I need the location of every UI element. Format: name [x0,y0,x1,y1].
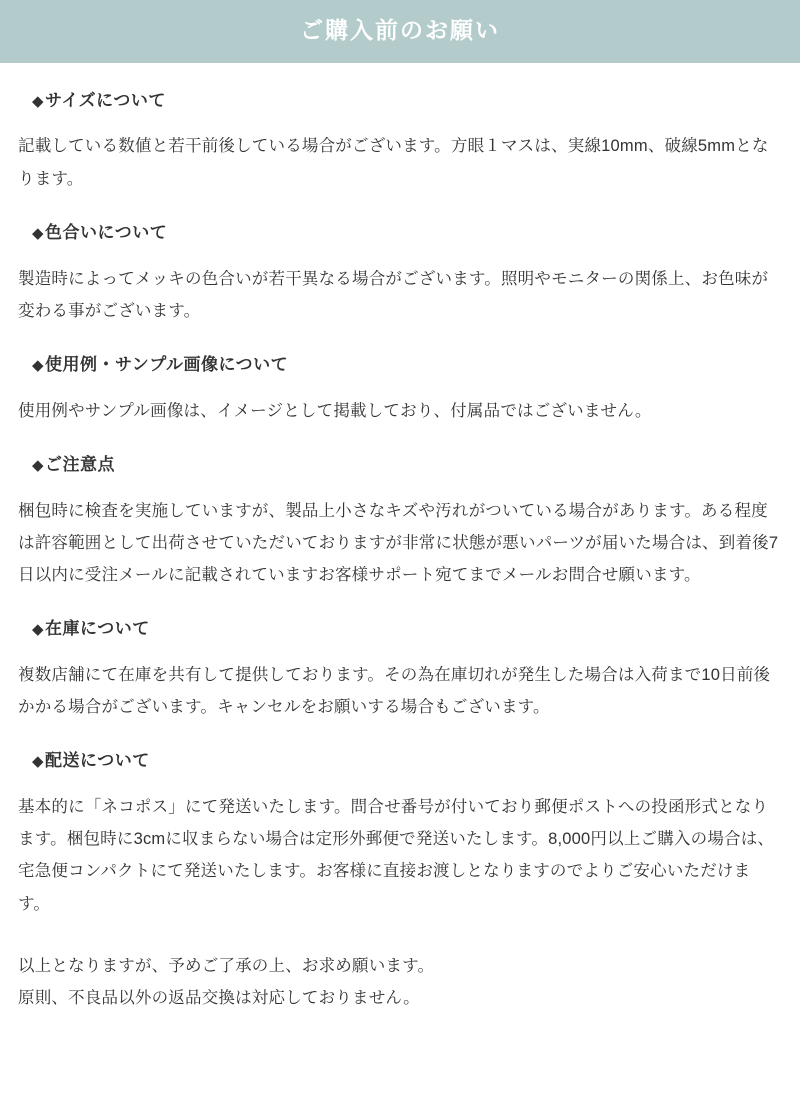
diamond-icon: ◆ [32,356,45,374]
diamond-icon: ◆ [32,456,45,474]
section-size [18,63,782,195]
diamond-icon: ◆ [32,92,45,110]
footer-note-line-2: 原則、不良品以外の返品交換は対応しておりません。 [18,988,420,1007]
section-heading [18,591,782,641]
section-body: 複数店舗にて在庫を共有して提供しております。その為在庫切れが発生した場合は入荷まで10日前後かかる場合がございます。キャンセルをお願いする場合もございます。 [18,665,771,717]
section-heading-label: 使用例・サンプル画像について [45,354,289,374]
notice-content [0,63,800,1031]
section-body: 使用例やサンプル画像は、イメージとして掲載しており、付属品ではございません。 [18,401,652,420]
diamond-icon: ◆ [32,224,45,242]
section-heading-label: 在庫について [45,619,150,639]
section-heading-label: 配送について [45,751,150,771]
section-heading-label: 色合いについて [45,222,168,242]
section-heading-label: ご注意点 [45,454,116,474]
section-heading [18,195,782,245]
footer-note [18,920,782,1030]
section-sample-image [18,327,782,427]
section-body: 梱包時に検査を実施していますが、製品上小さなキズや汚れがついている場合があります。ある程度は許容範囲として出荷させていただいておりますが非常に状態が悪いパーツが届いた場合は、到着後7日以内に受注メールに記載されていますお客様サポート宛てまでメールお問合せ願います。 [18,501,779,584]
page-title: ご購入前のお願い [300,17,500,43]
section-body: 記載している数値と若干前後している場合がございます。方眼１マスは、実線10mm、破線5mmとなります。 [18,137,769,188]
section-color [18,195,782,327]
diamond-icon: ◆ [32,753,45,771]
section-cautions [18,427,782,591]
section-heading [18,63,782,113]
section-body: 製造時によってメッキの色合いが若干異なる場合がございます。照明やモニターの関係上、お色味が変わる事がございます。 [18,269,769,320]
section-shipping [18,723,782,919]
section-heading [18,427,782,477]
section-heading-label: サイズについて [45,90,166,110]
section-heading [18,723,782,773]
section-stock [18,591,782,723]
page-title-banner [0,0,800,63]
section-heading [18,327,782,377]
section-body: 基本的に「ネコポス」にて発送いたします。問合せ番号が付いており郵便ポストへの投函形式となります。梱包時に3cmに収まらない場合は定形外郵便で発送いたします。8,000円以上ご購入の場合は、宅急便コンパクトにて発送いたします。お客様に直接お渡しとなりますのでよりご安心いただけます。 [18,798,775,913]
diamond-icon: ◆ [32,621,45,639]
footer-note-line-1: 以上となりますが、予めご了承の上、お求め願います。 [18,956,435,975]
